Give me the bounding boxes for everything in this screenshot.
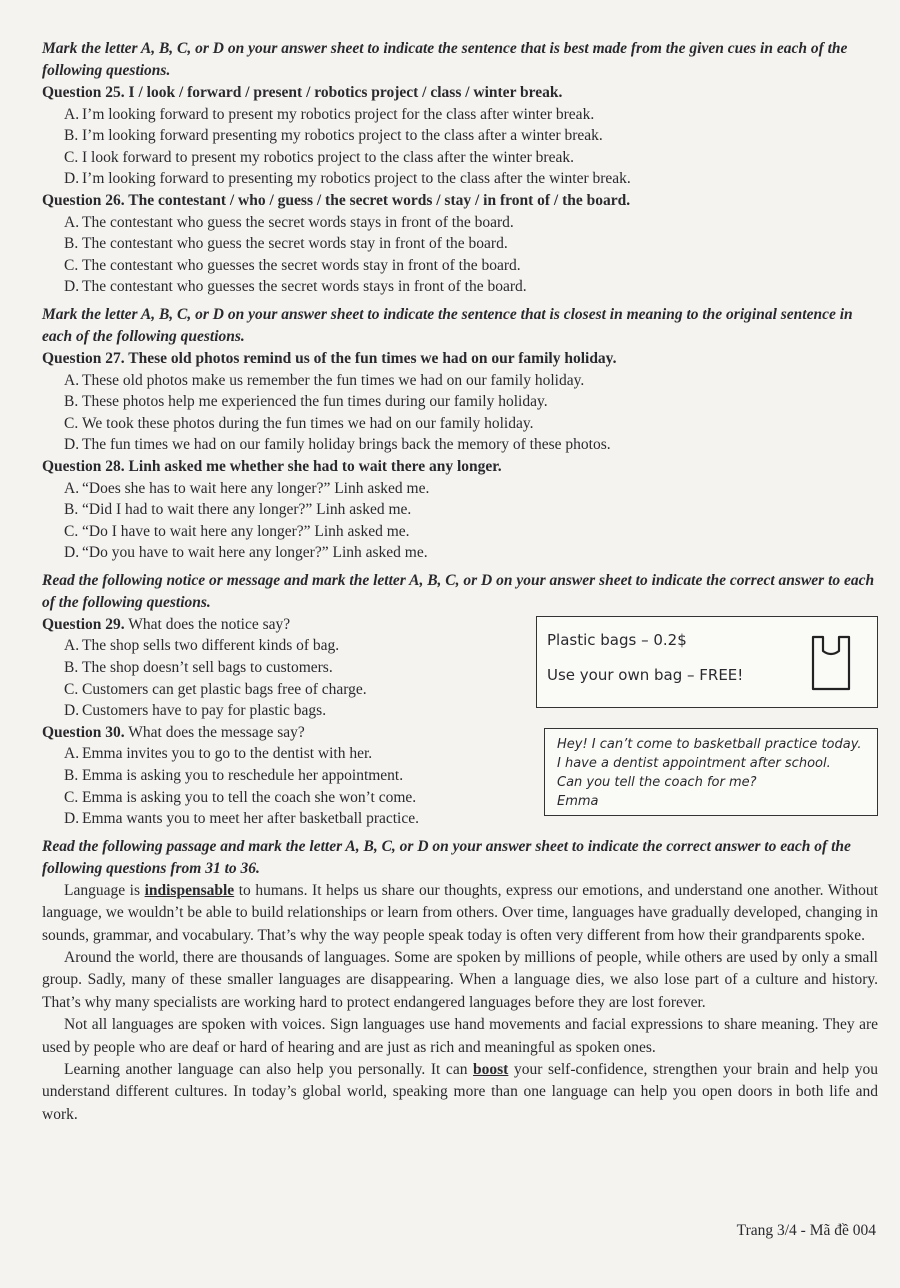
option-29-c[interactable]: C. Customers can get plastic bags free of charge. bbox=[64, 680, 367, 698]
passage-paragraph-3: Not all languages are spoken with voices. Sign languages use hand movements and facial expressions to share meaning. They are used by people who are deaf or hard of hearing and are just as rich and meaningful as spoken ones. bbox=[42, 1016, 878, 1056]
option-28-b[interactable]: B. “Did I had to wait there any longer?” Linh asked me. bbox=[64, 501, 412, 519]
section-instruction-4: Read the following passage and mark the letter A, B, C, or D on your answer sheet to indicate the correct answer to each of the following questions from 31 to 36. bbox=[42, 837, 851, 877]
question-30-text: What does the message say? bbox=[128, 723, 305, 741]
notice-line-1: Plastic bags – 0.2$ bbox=[547, 630, 687, 649]
underlined-word-indispensable: indispensable bbox=[144, 881, 235, 899]
question-30 bbox=[42, 722, 512, 830]
section-instruction-3: Read the following notice or message and mark the letter A, B, C, or D on your answer sheet to indicate the correct answer to each of the following questions. bbox=[42, 571, 875, 611]
option-25-a[interactable]: A. I’m looking forward to present my robotics project for the class after winter break. bbox=[64, 105, 595, 123]
option-28-c[interactable]: C. “Do I have to wait here any longer?” Linh asked me. bbox=[64, 522, 410, 540]
question-29-row bbox=[42, 614, 878, 722]
passage-paragraph-4: Learning another language can also help you personally. It can boost your self-confidence, strengthen your brain and help you understand different cultures. In today’s global world, speaking more than one language can help you open doors in both life and work. bbox=[42, 1061, 878, 1123]
underlined-word-boost: boost bbox=[473, 1061, 509, 1079]
option-27-d[interactable]: D. The fun times we had on our family holiday brings back the memory of these photos. bbox=[64, 436, 611, 454]
section-instruction-1: Mark the letter A, B, C, or D on your answer sheet to indicate the sentence that is best made from the given cues in each of the following questions. bbox=[42, 40, 848, 79]
page-footer: Trang 3/4 - Mã đề 004 bbox=[736, 1222, 876, 1239]
emma-message-note bbox=[544, 728, 878, 816]
question-29-label: Question 29. bbox=[42, 615, 125, 633]
option-30-b[interactable]: B. Emma is asking you to reschedule her appointment. bbox=[64, 767, 404, 785]
option-26-a[interactable]: A. The contestant who guess the secret words stays in front of the board. bbox=[64, 213, 514, 231]
question-26 bbox=[42, 190, 878, 298]
question-30-row bbox=[42, 722, 878, 830]
shopping-bag-icon bbox=[807, 631, 855, 693]
question-26-head: Question 26. The contestant / who / guess / the secret words / stay / in front of / the board. bbox=[42, 191, 631, 209]
option-27-b[interactable]: B. These photos help me experienced the fun times during our family holiday. bbox=[64, 393, 548, 411]
option-30-c[interactable]: C. Emma is asking you to tell the coach she won’t come. bbox=[64, 788, 417, 806]
message-line-2: I have a dentist appointment after school. bbox=[557, 755, 831, 771]
option-27-c[interactable]: C. We took these photos during the fun times we had on our family holiday. bbox=[64, 414, 534, 432]
message-line-1: Hey! I can’t come to basketball practice today. bbox=[557, 736, 862, 752]
option-29-b[interactable]: B. The shop doesn’t sell bags to customers. bbox=[64, 659, 333, 677]
option-27-a[interactable]: A. These old photos make us remember the fun times we had on our family holiday. bbox=[64, 371, 585, 389]
option-28-d[interactable]: D. “Do you have to wait here any longer?” Linh asked me. bbox=[64, 544, 428, 562]
option-25-d[interactable]: D. I’m looking forward to presenting my robotics project to the class after the winter break. bbox=[64, 170, 631, 188]
question-25 bbox=[42, 82, 878, 190]
question-27-head: Question 27. These old photos remind us of the fun times we had on our family holiday. bbox=[42, 349, 617, 367]
option-26-b[interactable]: B. The contestant who guess the secret words stay in front of the board. bbox=[64, 235, 508, 253]
exam-page bbox=[42, 38, 878, 1126]
option-30-a[interactable]: A. Emma invites you to go to the dentist with her. bbox=[64, 745, 373, 763]
notice-line-2: Use your own bag – FREE! bbox=[547, 665, 744, 684]
message-signature: Emma bbox=[557, 793, 599, 809]
question-29 bbox=[42, 614, 512, 722]
question-29-text: What does the notice say? bbox=[128, 615, 291, 633]
question-28 bbox=[42, 456, 878, 564]
passage-paragraph-2: Around the world, there are thousands of languages. Some are spoken by millions of people, while others are used by only a small group. Sadly, many of these smaller languages are disappearing. When a language dies, we also lose part of a culture and history. That’s why many specialists are working hard to protect endangered languages before they are lost forever. bbox=[42, 949, 878, 1011]
passage-paragraph-1: Language is indispensable to humans. It helps us share our thoughts, express our emotions, and understand one another. Without language, we wouldn’t be able to build relationships or learn from others. Over time, languages have gradually developed, changing in sounds, grammar, and vocabulary. That’s why the way people speak today is often very different from how their grandparents spoke. bbox=[42, 881, 878, 944]
option-29-a[interactable]: A. The shop sells two different kinds of bag. bbox=[64, 637, 340, 655]
section-instruction-2: Mark the letter A, B, C, or D on your answer sheet to indicate the sentence that is closest in meaning to the original sentence in each of the following questions. bbox=[42, 305, 853, 345]
option-29-d[interactable]: D. Customers have to pay for plastic bags. bbox=[64, 702, 327, 720]
plastic-bag-notice bbox=[536, 616, 878, 708]
question-25-head: Question 25. I / look / forward / present / robotics project / class / winter break. bbox=[42, 84, 563, 101]
option-30-d[interactable]: D. Emma wants you to meet her after basketball practice. bbox=[64, 810, 419, 828]
option-26-c[interactable]: C. The contestant who guesses the secret words stay in front of the board. bbox=[64, 256, 521, 274]
option-25-c[interactable]: C. I look forward to present my robotics project to the class after the winter break. bbox=[64, 148, 574, 166]
question-28-head: Question 28. Linh asked me whether she had to wait there any longer. bbox=[42, 457, 502, 475]
question-27 bbox=[42, 348, 878, 456]
option-28-a[interactable]: A. “Does she has to wait here any longer?” Linh asked me. bbox=[64, 479, 430, 497]
option-26-d[interactable]: D. The contestant who guesses the secret words stays in front of the board. bbox=[64, 278, 527, 296]
question-30-label: Question 30. bbox=[42, 723, 125, 741]
message-line-3: Can you tell the coach for me? bbox=[557, 774, 757, 790]
option-25-b[interactable]: B. I’m looking forward presenting my robotics project to the class after a winter break. bbox=[64, 127, 603, 145]
